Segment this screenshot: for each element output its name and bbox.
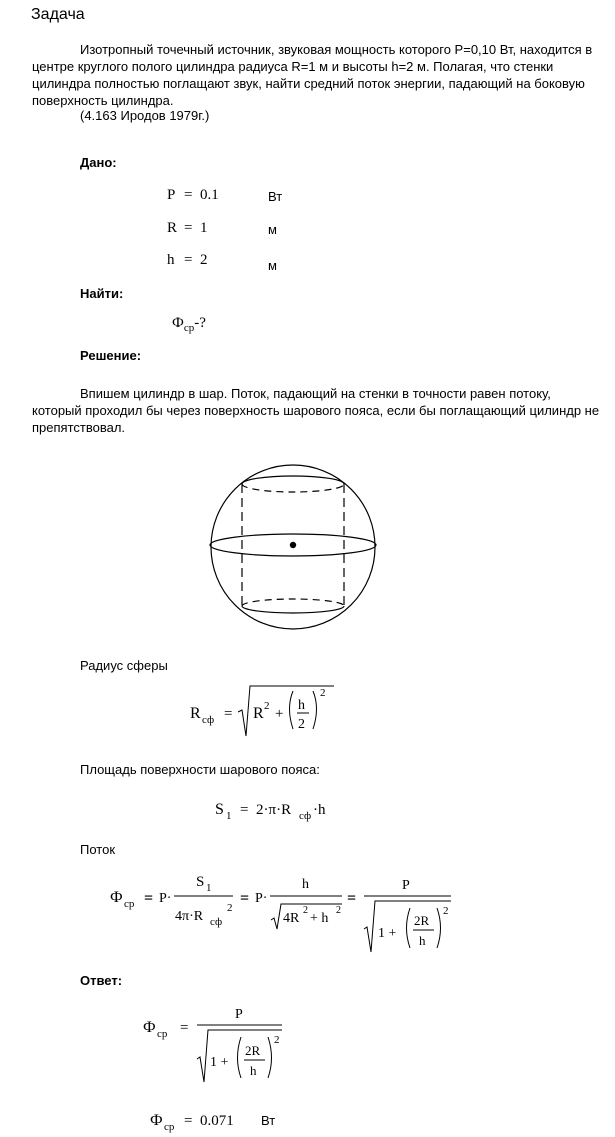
svg-text:=: = [347,890,357,907]
svg-text:ср: ср [164,1121,175,1133]
area-label: Площадь поверхности шарового пояса: [80,762,320,777]
svg-text:2R: 2R [245,1043,261,1058]
svg-text:=: = [144,890,154,907]
given-h-value: 2 [200,252,208,268]
svg-text:+: + [275,706,284,722]
svg-text:R: R [253,705,264,722]
svg-text:2·π·R: 2·π·R [256,802,292,818]
svg-text:2: 2 [336,905,341,916]
answer-unit: Вт [261,1113,276,1128]
radius-label: Радиус сферы [80,658,168,673]
given-p-value: 0.1 [200,187,219,203]
svg-text:2: 2 [274,1034,280,1046]
svg-text:h: h [250,1063,257,1078]
svg-text:=: = [180,1020,189,1036]
given-r-name: R [167,220,178,236]
svg-text:P·: P· [159,891,172,906]
given-heading: Дано: [80,155,117,170]
svg-text:2: 2 [320,687,326,699]
svg-text:h: h [298,698,305,713]
page-title: Задача [31,6,85,23]
svg-text:4π·R: 4π·R [175,909,204,924]
given-h-name: h [167,252,175,268]
given-p-unit: Вт [268,189,283,204]
answer-heading: Ответ: [80,973,123,988]
paren-left [238,1037,242,1078]
problem-source: (4.163 Иродов 1979г.) [80,108,210,123]
answer-value: 0.071 [200,1113,234,1129]
svg-text:P: P [235,1007,243,1022]
given-h-eq: = [184,252,193,268]
flux-label: Поток [80,842,116,857]
svg-text:=: = [240,890,250,907]
svg-text:ср: ср [157,1028,168,1040]
svg-text:1: 1 [206,882,212,894]
svg-text:4R: 4R [283,911,300,926]
svg-text:=: = [184,1113,193,1129]
svg-text:2: 2 [298,717,305,732]
svg-text:h: h [419,933,426,948]
svg-text:2: 2 [227,902,233,914]
svg-text:S: S [215,801,224,818]
svg-text:+ h: + h [310,911,329,926]
svg-text:P: P [402,878,410,893]
svg-text:R: R [190,705,201,722]
svg-text:P·: P· [255,891,268,906]
svg-text:=: = [240,802,249,818]
svg-text:сф: сф [299,810,312,822]
svg-text:h: h [302,877,309,892]
svg-text:2: 2 [264,700,270,712]
solution-text: Впишем цилиндр в шар. Поток, падающий на стенки в точности равен потоку, который проходил бы через поверхность шарового пояса, если бы поглащающий цилиндр не препятствовал. [32,386,600,435]
svg-text:1 +: 1 + [210,1055,229,1070]
svg-text:Ф: Ф [150,1112,163,1129]
given-r-unit: м [268,222,277,237]
given-h-unit: м [268,258,277,273]
given-r-eq: = [184,220,193,236]
solution-heading: Решение: [80,348,142,363]
problem-text: Изотропный точечный источник, звуковая мощность которого P=0,10 Вт, находится в центре круглого полого цилиндра радиуса R=1 м и высоты h=2 м. Полагая, что стенки цилиндра полностью поглащают звук, найти средний поток энергии, падающий на боковую поверхность цилиндра. [32,42,593,108]
svg-text:сф: сф [210,916,223,928]
svg-text:1 +: 1 + [378,926,397,941]
svg-text:сф: сф [202,714,215,726]
svg-text:1: 1 [226,810,232,822]
paren-right [268,1037,272,1078]
svg-text:2: 2 [443,905,449,917]
svg-text:S: S [196,874,205,890]
given-p-name: P [167,187,176,203]
given-r-value: 1 [200,220,208,236]
svg-text:Ф: Ф [110,889,123,906]
svg-text:2R: 2R [414,913,430,928]
svg-text:=: = [224,706,233,722]
svg-text:2: 2 [303,905,308,916]
find-quantity: $Ф_{ср}-$? [172,315,206,334]
given-p-eq: = [184,187,193,203]
svg-text:·h: ·h [313,802,326,818]
svg-text:Ф: Ф [143,1019,156,1036]
find-heading: Найти: [80,286,124,301]
svg-text:ср: ср [124,898,135,910]
